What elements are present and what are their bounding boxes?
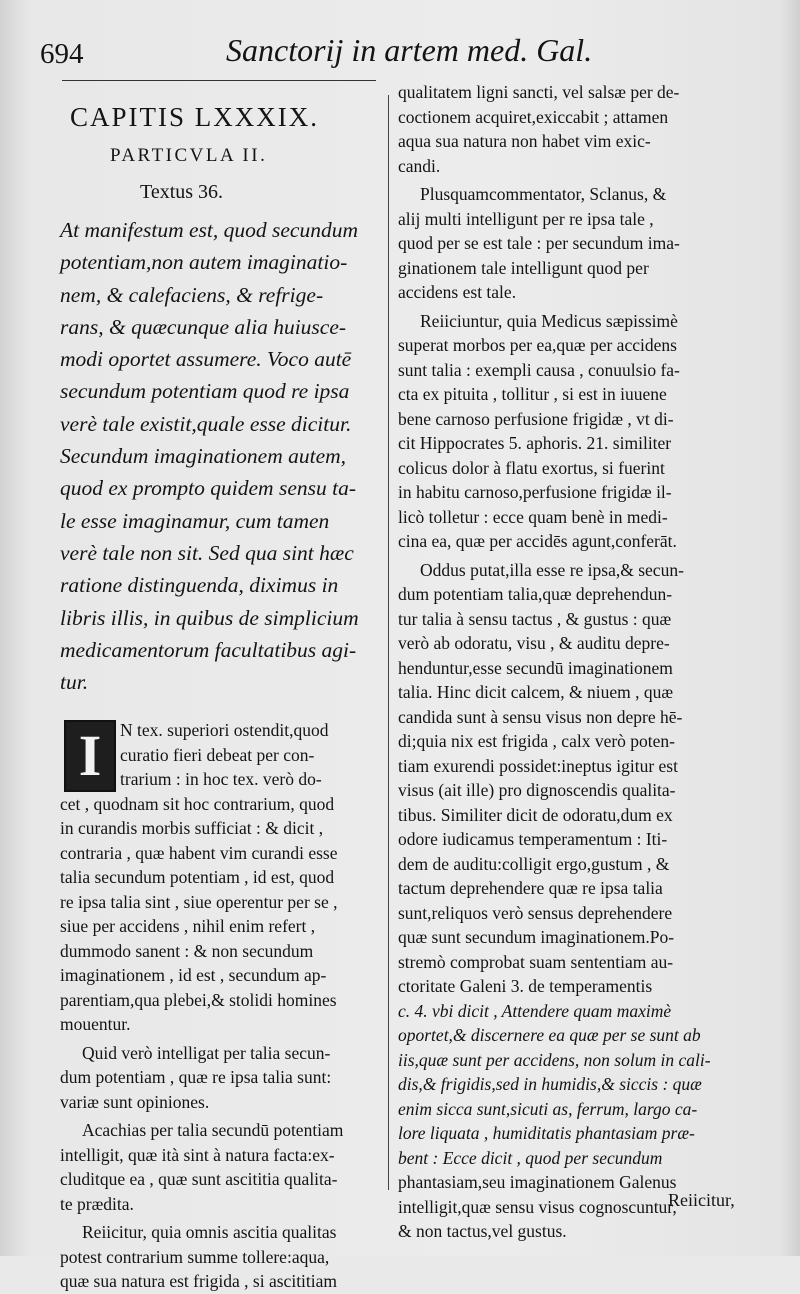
text-line: ratione distinguenda, diximus in (60, 573, 339, 598)
text-line: cluditque ea , quæ sunt ascititia qualita- (60, 1169, 338, 1190)
text-line: re ipsa talia sint , siue operentur per se , (60, 891, 338, 912)
text-line: rans, & quæcunque alia huiusce- (60, 314, 347, 339)
text-line: potentiam,non autem imaginatio- (60, 250, 348, 275)
commentary-paragraph-2 (60, 1041, 382, 1115)
text-line: Secundum imaginationem autem, (60, 444, 347, 469)
text-line: aqua sua natura non habet vim exic- (398, 131, 651, 151)
commentary-paragraph-4 (60, 1220, 382, 1294)
text-line: le esse imaginamur, cum tamen (60, 508, 330, 533)
text-line: intelligit,quæ sensu visus cognoscuntur, (398, 1196, 677, 1217)
text-line: secundum potentiam quod re ipsa (60, 379, 350, 404)
text-line: coctionem acquiret,exiccabit ; attamen (398, 106, 669, 127)
text-line: bent : Ecce dicit , quod per secundum (398, 1147, 663, 1168)
text-line: colicus dolor à flatu exortus, si fuerint (398, 457, 665, 478)
text-line: tur. (60, 670, 89, 695)
text-line: libris illis, in quibus de simplicium (60, 605, 359, 630)
text-line: contraria , quæ habent vim curandi esse (60, 842, 338, 863)
text-line: iis,quæ sunt per accidens, non solum in cali- (398, 1049, 711, 1070)
text-line: tiam exurendi possidet:ineptus igitur est (398, 755, 678, 776)
dropcap-letter: I (78, 723, 102, 789)
text-line: cta ex pituita , tollitur , si est in iuuene (398, 384, 667, 404)
text-line: sunt talia : exempli causa , conuulsio fa- (398, 359, 680, 380)
textus-label: Textus 36. (140, 181, 224, 203)
text-line: nem, & calefaciens, & refrige- (60, 282, 324, 307)
text-line: dem de auditu:colligit ergo,gustum , & (398, 853, 670, 874)
text-line: alij multi intelligunt per re ipsa tale , (398, 208, 654, 229)
left-column (60, 96, 382, 1294)
text-line: mouentur. (60, 1014, 131, 1035)
right-paragraph-4 (398, 558, 780, 1244)
text-line: talia. Hinc dicit calcem, & niuem , quæ (398, 682, 674, 702)
text-line: dummodo sanent : & non secundum (60, 940, 314, 961)
text-line: curatio fieri debeat per con- (120, 744, 315, 765)
text-line: quod per se est tale : per secundum ima- (398, 233, 680, 253)
text-line: ginationem tale intelligunt quod per (398, 257, 649, 278)
text-line: tibus. Similiter dicit de odoratu,dum ex (398, 804, 673, 825)
text-line: enim sicca sunt,sicuti as, ferrum, largo ca- (398, 1098, 698, 1119)
page-header (40, 30, 780, 80)
text-line: cit Hippocrates 5. aphoris. 21. similiter (398, 433, 672, 453)
right-paragraph-3 (398, 309, 780, 554)
chapter-title: CAPITIS LXXXIX. (70, 102, 319, 132)
text-line: Plusquamcommentator, Sclanus, & (420, 184, 667, 204)
text-line: variæ sunt opiniones. (60, 1091, 210, 1112)
text-line: dum potentiam talia,quæ deprehendun- (398, 584, 673, 604)
text-line: sunt,reliquos verò sensus deprehendere (398, 902, 673, 923)
text-line: dum potentiam , quæ re ipsa talia sunt: (60, 1067, 332, 1088)
text-line: modi oportet assumere. Voco autē (60, 347, 352, 372)
page-number: 694 (40, 38, 84, 70)
text-line: Oddus putat,illa esse re ipsa,& secun- (420, 559, 684, 580)
text-line: intelligit, quæ ità sint à natura facta:ex- (60, 1144, 335, 1165)
text-line: verè tale non sit. Sed qua sint hæc (60, 540, 354, 565)
text-line: quod ex prompto quidem sensu ta- (60, 476, 356, 501)
text-line: dis,& frigidis,sed in humidis,& siccis : quæ (398, 1074, 702, 1094)
text-line: potest contrarium summe tollere:aqua, (60, 1246, 330, 1267)
right-paragraph-1 (398, 80, 780, 178)
text-line: odore iudicamus temperamentum : Iti- (398, 829, 668, 849)
text-line: quæ sunt secundum imaginationem.Po- (398, 927, 675, 947)
text-line: superat morbos per ea,quæ per accidens (398, 335, 677, 355)
text-line: in curandis morbis sufficiat : & dicit , (60, 818, 324, 839)
right-column (398, 80, 780, 1244)
text-line: talia secundum potentiam , id est, quod (60, 867, 335, 888)
text-line: qualitatem ligni sancti, vel salsæ per de- (398, 82, 680, 102)
text-line: candida sunt à sensu visus non depre hē- (398, 706, 683, 727)
column-divider (388, 95, 389, 1190)
text-line: te prædita. (60, 1193, 134, 1214)
text-line: lore liquata , humiditatis phantasiam præ- (398, 1123, 695, 1143)
text-line: Reiicitur, quia omnis ascitia qualitas (82, 1222, 337, 1243)
text-line: visus (ait ille) pro dignoscendis qualita- (398, 780, 676, 800)
text-line: Reiiciuntur, quia Medicus sæpissimè (420, 310, 678, 331)
dropcap-initial (64, 720, 116, 792)
text-line: stremò comprobat suam sententiam au- (398, 951, 674, 972)
particula-heading: PARTICVLA II. (110, 145, 268, 166)
text-line: At manifestum est, quod secundum (60, 218, 358, 242)
text-line: & non tactus,vel gustus. (398, 1221, 567, 1241)
commentary-paragraph-3 (60, 1118, 382, 1216)
text-line: verè tale existit,quale esse dicitur. (60, 411, 352, 436)
text-line: cet , quodnam sit hoc contrarium, quod (60, 793, 335, 814)
text-line: in habitu carnoso,perfusione frigidæ il- (398, 482, 672, 502)
text-line: tur talia à sensu tactus , & gustus : quæ (398, 608, 672, 629)
text-line: licò tolletur : ecce quam benè in medi- (398, 506, 668, 527)
text-line: parentiam,qua plebei,& stolidi homines (60, 989, 337, 1010)
right-paragraph-2 (398, 182, 780, 305)
text-line: tactum deprehendere quæ re ipsa talia (398, 878, 663, 898)
text-line: c. 4. vbi dicit , Attendere quam maximè (398, 1000, 672, 1021)
catchword: Reiicitur, (668, 1190, 735, 1210)
text-line: imaginationem , id est , secundum ap- (60, 965, 327, 986)
text-line: N tex. superiori ostendit,quod (120, 720, 329, 741)
commentary-paragraph-1 (60, 718, 382, 1037)
text-line: ctoritate Galeni 3. de temperamentis (398, 976, 653, 996)
text-line: accidens est tale. (398, 282, 517, 302)
text-line: cina ea, quæ per accidēs agunt,conferāt. (398, 531, 677, 551)
text-line: candi. (398, 155, 441, 176)
text-line: trarium : in hoc tex. verò do- (120, 769, 322, 790)
header-rule (62, 80, 376, 81)
text-line: phantasiam,seu imaginationem Galenus (398, 1172, 677, 1192)
text-line: Quid verò intelligat per talia secun- (82, 1042, 331, 1063)
text-line: siue per accidens , nihil enim refert , (60, 916, 316, 937)
text-line: quæ sua natura est frigida , si ascititiam (60, 1271, 338, 1292)
text-line: oportet,& discernere ea quæ per se sunt ab (398, 1025, 701, 1045)
galen-text-block (60, 214, 382, 698)
text-line: Acachias per talia secundū potentiam (82, 1120, 344, 1141)
text-line: di;quia nix est frigida , calx verò poten- (398, 731, 676, 751)
running-title: Sanctorij in artem med. Gal. (226, 32, 593, 68)
text-line: bene carnoso perfusione frigidæ , vt di- (398, 408, 674, 429)
text-line: medicamentorum facultatibus agi- (60, 637, 357, 662)
text-line: verò ab odoratu, visu , & auditu depre- (398, 633, 670, 653)
text-line: henduntur,esse secundū imaginationem (398, 657, 673, 678)
